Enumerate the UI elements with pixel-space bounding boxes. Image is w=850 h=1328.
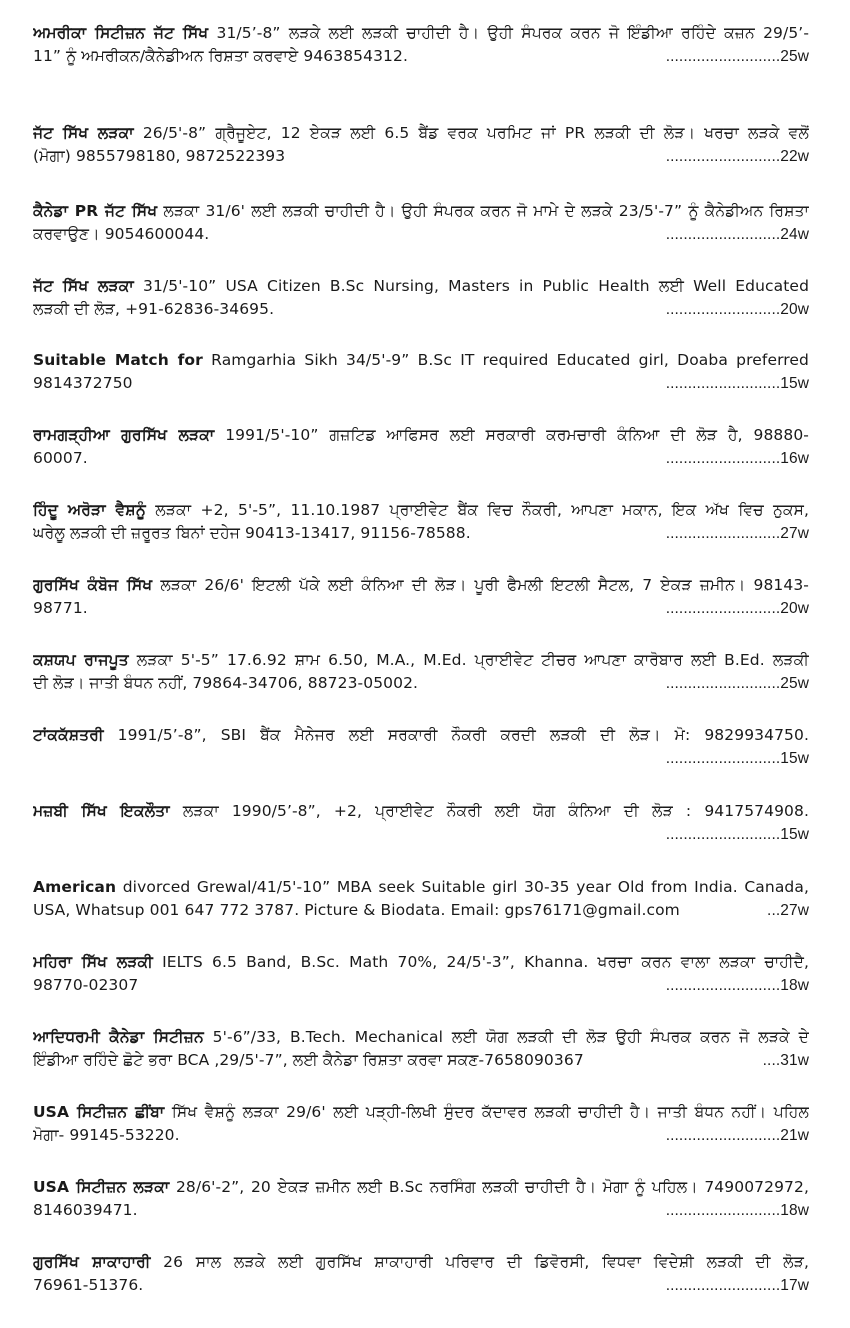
ad-word-count: ...27w bbox=[767, 902, 809, 919]
ad-word-count: ..........................15w bbox=[665, 375, 809, 392]
ad-line-1 bbox=[33, 1251, 809, 1274]
classified-ad bbox=[33, 1176, 809, 1222]
classified-ad bbox=[33, 200, 809, 246]
ad-text: Ramgarhia Sikh 34/5'-9” B.Sc IT required Educated girl, Doaba preferred bbox=[202, 351, 809, 369]
ad-line-1 bbox=[33, 724, 809, 747]
ad-text: ਸਿੱਖ ਵੈਸ਼ਨੂੰ ਲੜਕਾ 29/6' ਲਈ ਪੜ੍ਹੀ-ਲਿਖੀ ਸੁੰਦਰ ਕੱਦਾਵਰ ਲੜਕੀ ਚਾਹੀਦੀ ਹੈ। ਜਾਤੀ ਬੰਧਨ ਨਹੀਂ। ਪਹਿਲ bbox=[164, 1103, 809, 1121]
ad-heading: ਜੱਟ ਸਿੱਖ ਲੜਕਾ bbox=[33, 124, 134, 142]
classified-ad bbox=[33, 724, 809, 770]
classified-ad bbox=[33, 1101, 809, 1147]
ad-heading: ਹਿੰਦੂ ਅਰੋੜਾ ਵੈਸ਼ਨੂੰ bbox=[33, 501, 146, 519]
ad-heading: American bbox=[33, 878, 117, 896]
ad-line-2 bbox=[33, 223, 809, 246]
classified-ad bbox=[33, 951, 809, 997]
ad-word-count: ..........................20w bbox=[665, 600, 809, 617]
ad-text: 5'-6”/33, B.Tech. Mechanical ਲਈ ਯੋਗ ਲੜਕੀ ਦੀ ਲੋੜ ਉਹੀ ਸੰਪਰਕ ਕਰਨ ਜੋ ਲੜਕੇ ਦੇ bbox=[203, 1028, 809, 1046]
ad-word-count: ..........................21w bbox=[665, 1127, 809, 1144]
ad-heading: Suitable Match for bbox=[33, 351, 203, 369]
ad-text-continued: 60007. bbox=[33, 449, 88, 467]
ad-line-1 bbox=[33, 649, 809, 672]
ad-line-2 bbox=[33, 974, 809, 997]
ad-word-count: ..........................16w bbox=[665, 450, 809, 467]
classified-ad bbox=[33, 800, 809, 846]
ad-line-2 bbox=[33, 1124, 809, 1147]
classified-ad bbox=[33, 22, 809, 68]
ad-word-count: ..........................18w bbox=[665, 977, 809, 994]
ad-text: ਲੜਕਾ +2, 5'-5”, 11.10.1987 ਪ੍ਰਾਈਵੇਟ ਬੈਂਕ ਵਿਚ ਨੌਕਰੀ, ਆਪਣਾ ਮਕਾਨ, ਇਕ ਅੱਖ ਵਿਚ ਨੁਕਸ, bbox=[145, 501, 809, 519]
ad-text-continued: 76961-51376. bbox=[33, 1276, 144, 1294]
ad-heading: ਮਜ਼ਬੀ ਸਿੱਖ ਇਕਲੌਤਾ bbox=[33, 802, 170, 820]
ad-line-1 bbox=[33, 275, 809, 298]
ad-word-count: ..........................18w bbox=[665, 1202, 809, 1219]
ad-heading: ਰਾਮਗੜ੍ਹੀਆ ਗੁਰਸਿੱਖ ਲੜਕਾ bbox=[33, 426, 215, 444]
ad-word-count: ....31w bbox=[762, 1052, 809, 1069]
classified-ad bbox=[33, 574, 809, 620]
ad-line-1 bbox=[33, 1176, 809, 1199]
classified-ad bbox=[33, 499, 809, 545]
ad-line-1 bbox=[33, 349, 809, 372]
ad-line-1 bbox=[33, 499, 809, 522]
ad-heading: ਕਸ਼ਯਪ ਰਾਜਪੂਤ bbox=[33, 651, 129, 669]
ad-line-2 bbox=[33, 597, 809, 620]
ad-heading: ਗੁਰਸਿੱਖ ਸ਼ਾਕਾਹਾਰੀ bbox=[33, 1253, 151, 1271]
ad-text: 26 ਸਾਲ ਲੜਕੇ ਲਈ ਗੁਰਸਿੱਖ ਸ਼ਾਕਾਹਾਰੀ ਪਰਿਵਾਰ ਦੀ ਡਿਵੋਰਸੀ, ਵਿਧਵਾ ਵਿਦੇਸ਼ੀ ਲੜਕੀ ਦੀ ਲੋੜ, bbox=[150, 1253, 809, 1271]
ad-word-count: ..........................15w bbox=[665, 826, 809, 843]
ad-heading: ਅਮਰੀਕਾ ਸਿਟੀਜ਼ਨ ਜੱਟ ਸਿੱਖ bbox=[33, 24, 209, 42]
ad-text: ਲੜਕਾ 31/6' ਲਈ ਲੜਕੀ ਚਾਹੀਦੀ ਹੈ। ਉਹੀ ਸੰਪਰਕ ਕਰਨ ਜੋ ਮਾਮੇ ਦੇ ਲੜਕੇ 23/5'-7” ਨੂੰ ਕੈਨੇਡੀਅਨ ਰਿਸ਼ਤਾ bbox=[157, 202, 809, 220]
ad-line-1 bbox=[33, 1101, 809, 1124]
ad-word-count: ..........................22w bbox=[665, 148, 809, 165]
classified-ad bbox=[33, 1251, 809, 1297]
ad-heading: USA ਸਿਟੀਜ਼ਨ ਛੀਂਬਾ bbox=[33, 1103, 165, 1121]
ad-text-continued: 9814372750 bbox=[33, 374, 133, 392]
ad-line-2 bbox=[33, 672, 809, 695]
ad-text: divorced Grewal/41/5'-10” MBA seek Suitable girl 30-35 year Old from India. Canada, bbox=[116, 878, 809, 896]
ad-line-2 bbox=[33, 1199, 809, 1222]
ad-text-continued: ਇੰਡੀਆ ਰਹਿੰਦੇ ਛੋਟੇ ਭਰਾ BCA ,29/5'-7”, ਲਈ ਕੈਨੇਡਾ ਰਿਸ਼ਤਾ ਕਰਵਾ ਸਕਣ-7658090367 bbox=[33, 1051, 584, 1069]
ad-text-continued: 11” ਨੂੰ ਅਮਰੀਕਨ/ਕੈਨੇਡੀਅਨ ਰਿਸ਼ਤਾ ਕਰਵਾਏ 9463854312. bbox=[33, 47, 409, 65]
ad-text-continued: ਮੋਗਾ- 99145-53220. bbox=[33, 1126, 180, 1144]
classified-ad bbox=[33, 122, 809, 168]
ad-line-1 bbox=[33, 200, 809, 223]
classified-ad bbox=[33, 275, 809, 321]
ad-text: ਲੜਕਾ 5'-5” 17.6.92 ਸ਼ਾਮ 6.50, M.A., M.Ed. ਪ੍ਰਾਈਵੇਟ ਟੀਚਰ ਆਪਣਾ ਕਾਰੋਬਾਰ ਲਈ B.Ed. ਲੜਕੀ bbox=[128, 651, 809, 669]
ad-text: 26/5'-8” ਗ੍ਰੈਜੂਏਟ, 12 ਏਕੜ ਲਈ 6.5 ਬੈਂਡ ਵਰਕ ਪਰਮਿਟ ਜਾਂ PR ਲੜਕੀ ਦੀ ਲੋੜ। ਖਰਚਾ ਲੜਕੇ ਵਲੋਂ bbox=[133, 124, 809, 142]
ad-heading: ਮਹਿਰਾ ਸਿੱਖ ਲੜਕੀ bbox=[33, 953, 153, 971]
ad-text-continued: ਕਰਵਾਉਣ। 9054600044. bbox=[33, 225, 210, 243]
ad-line-1 bbox=[33, 22, 809, 45]
ad-line-1 bbox=[33, 574, 809, 597]
ad-line-2 bbox=[33, 522, 809, 545]
ad-word-count: ..........................25w bbox=[665, 48, 809, 65]
ad-line-1 bbox=[33, 122, 809, 145]
ad-text-continued: ਦੀ ਲੋੜ। ਜਾਤੀ ਬੰਧਨ ਨਹੀਂ, 79864-34706, 88723-05002. bbox=[33, 674, 419, 692]
ad-word-count: ..........................17w bbox=[665, 1277, 809, 1294]
ad-text-continued: ਲੜਕੀ ਦੀ ਲੋੜ, +91-62836-34695. bbox=[33, 300, 275, 318]
classified-ad bbox=[33, 876, 809, 922]
ad-line-1 bbox=[33, 876, 809, 899]
ad-line-2 bbox=[33, 747, 809, 770]
ad-heading: USA ਸਿਟੀਜ਼ਨ ਲੜਕਾ bbox=[33, 1178, 170, 1196]
ad-line-2 bbox=[33, 145, 809, 168]
ad-word-count: ..........................20w bbox=[665, 301, 809, 318]
ad-line-2 bbox=[33, 899, 809, 922]
ad-line-2 bbox=[33, 1049, 809, 1072]
ad-text-continued: (ਮੋਗਾ) 9855798180, 9872522393 bbox=[33, 147, 286, 165]
ad-heading: ਟਾਂਕਕੱਸ਼ਤਰੀ bbox=[33, 726, 104, 744]
ad-line-2 bbox=[33, 1274, 809, 1297]
ad-line-2 bbox=[33, 447, 809, 470]
ad-line-1 bbox=[33, 424, 809, 447]
ad-heading: ਕੈਨੇਡਾ PR ਜੱਟ ਸਿੱਖ bbox=[33, 202, 158, 220]
ad-line-1 bbox=[33, 951, 809, 974]
ad-heading: ਜੱਟ ਸਿੱਖ ਲੜਕਾ bbox=[33, 277, 134, 295]
ad-text: 1991/5'-10” ਗਜ਼ਟਿਡ ਆਫਿਸਰ ਲਈ ਸਰਕਾਰੀ ਕਰਮਚਾਰੀ ਕੰਨਿਆ ਦੀ ਲੋੜ ਹੈ, 98880- bbox=[214, 426, 809, 444]
ad-line-2 bbox=[33, 45, 809, 68]
ad-heading: ਗੁਰਸਿੱਖ ਕੰਬੋਜ ਸਿੱਖ bbox=[33, 576, 153, 594]
ad-word-count: ..........................24w bbox=[665, 226, 809, 243]
ad-line-2 bbox=[33, 372, 809, 395]
ad-text: 31/5’-8” ਲੜਕੇ ਲਈ ਲੜਕੀ ਚਾਹੀਦੀ ਹੈ। ਉਹੀ ਸੰਪਰਕ ਕਰਨ ਜੋ ਇੰਡੀਆ ਰਹਿੰਦੇ ਕਜ਼ਨ 29/5’- bbox=[208, 24, 809, 42]
ad-text-continued: 8146039471. bbox=[33, 1201, 138, 1219]
ad-word-count: ..........................25w bbox=[665, 675, 809, 692]
ad-line-2 bbox=[33, 298, 809, 321]
ad-text: 31/5'-10” USA Citizen B.Sc Nursing, Masters in Public Health ਲਈ Well Educated bbox=[133, 277, 809, 295]
ad-text: ਲੜਕਾ 26/6' ਇਟਲੀ ਪੱਕੇ ਲਈ ਕੰਨਿਆ ਦੀ ਲੋੜ। ਪੂਰੀ ਫੈਮਲੀ ਇਟਲੀ ਸੈਟਲ, 7 ਏਕੜ ਜ਼ਮੀਨ। 98143- bbox=[152, 576, 809, 594]
classified-ad bbox=[33, 649, 809, 695]
ad-text: 28/6'-2”, 20 ਏਕੜ ਜ਼ਮੀਨ ਲਈ B.Sc ਨਰਸਿੰਗ ਲੜਕੀ ਚਾਹੀਦੀ ਹੈ। ਮੋਗਾ ਨੂੰ ਪਹਿਲ। 7490072972, bbox=[169, 1178, 809, 1196]
classified-ad bbox=[33, 424, 809, 470]
ad-text-continued: USA, Whatsup 001 647 772 3787. Picture & Biodata. Email: gps76171@gmail.com bbox=[33, 901, 680, 919]
ad-text-continued: 98770-02307 bbox=[33, 976, 139, 994]
ad-text-continued: 98771. bbox=[33, 599, 88, 617]
ad-line-2 bbox=[33, 823, 809, 846]
ad-line-1 bbox=[33, 800, 809, 823]
ad-word-count: ..........................15w bbox=[665, 750, 809, 767]
ad-line-1 bbox=[33, 1026, 809, 1049]
ad-text: 1991/5’-8”, SBI ਬੈਂਕ ਮੈਨੇਜਰ ਲਈ ਸਰਕਾਰੀ ਨੌਕਰੀ ਕਰਦੀ ਲੜਕੀ ਦੀ ਲੋੜ। ਮੋ: 9829934750. bbox=[103, 726, 809, 744]
classified-ad bbox=[33, 349, 809, 395]
ad-text-continued: ਘਰੇਲੂ ਲੜਕੀ ਦੀ ਜ਼ਰੂਰਤ ਬਿਨਾਂ ਦਹੇਜ 90413-13417, 91156-78588. bbox=[33, 524, 471, 542]
ad-word-count: ..........................27w bbox=[665, 525, 809, 542]
ad-text: ਲੜਕਾ 1990/5’-8”, +2, ਪ੍ਰਾਈਵੇਟ ਨੌਕਰੀ ਲਈ ਯੋਗ ਕੰਨਿਆ ਦੀ ਲੋੜ : 9417574908. bbox=[169, 802, 809, 820]
ad-heading: ਆਦਿਧਰਮੀ ਕੈਨੇਡਾ ਸਿਟੀਜ਼ਨ bbox=[33, 1028, 204, 1046]
ad-text: IELTS 6.5 Band, B.Sc. Math 70%, 24/5'-3”, Khanna. ਖਰਚਾ ਕਰਨ ਵਾਲਾ ਲੜਕਾ ਚਾਹੀਦੈ, bbox=[152, 953, 809, 971]
classified-ad bbox=[33, 1026, 809, 1072]
